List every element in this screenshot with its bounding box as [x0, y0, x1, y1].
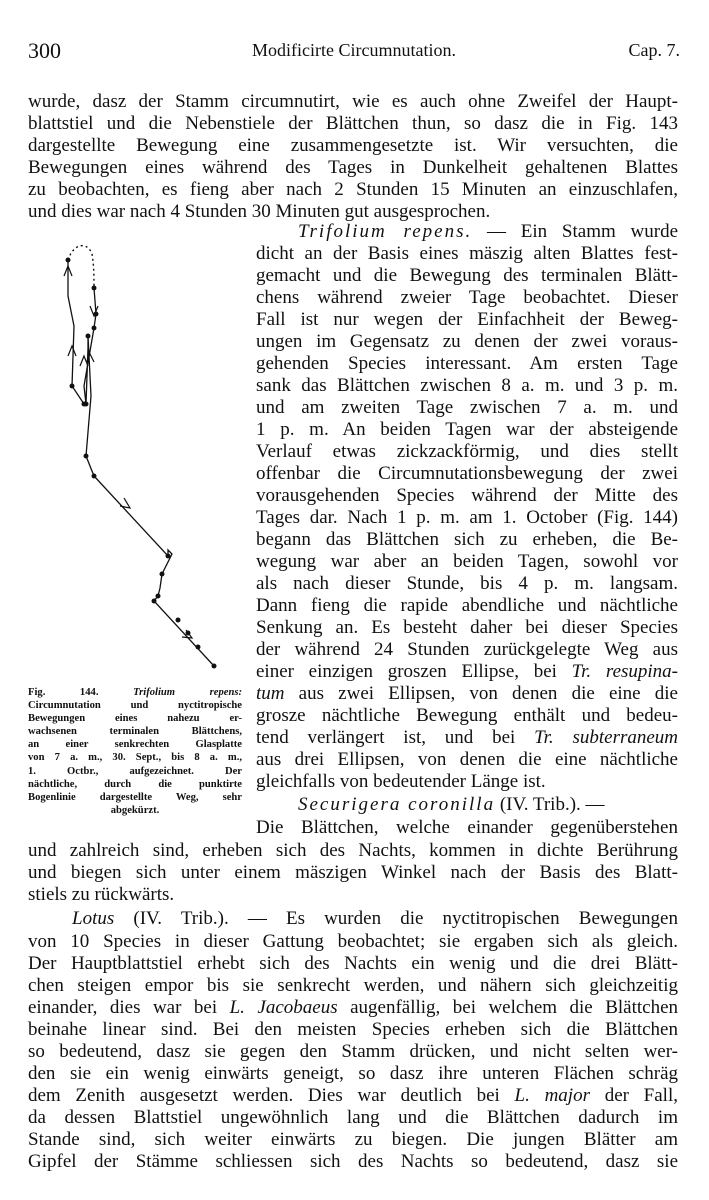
text-line: den sie ein wenig einwärts geneigt, so dasz ihre unteren Flächen schräg [28, 1063, 678, 1084]
trace-line [68, 260, 84, 404]
text-line: und am zweiten Tage zwischen 7 a. m. und [256, 397, 678, 418]
text-line: zu beobachten, es fieng aber nach 2 Stunden 15 Minuten an einzuschlafen, [28, 179, 678, 200]
caption-line: Circumnutation und nyctitropische [28, 700, 242, 712]
lotus-heading-line [72, 908, 678, 930]
text-line: stiels zu rückwärts. [28, 884, 175, 905]
species-name: Lotus [72, 908, 115, 929]
species-name: L. Jacobaeus [229, 997, 338, 1018]
caption-line: abgekürzt. [110, 804, 160, 816]
text-fragment: einander, dies war bei [28, 997, 230, 1018]
text-line: Verlauf etwas zickzackförmig, und dies stellt [256, 441, 678, 462]
caption-line: an einer senkrechten Glasplatte [28, 739, 242, 751]
species-name: Trifolium repens. [298, 221, 473, 242]
text-line: gemacht und die Bewegung des terminalen Blätt- [256, 265, 678, 286]
caption-line: Bogenlinie dargestellte Weg, sehr [28, 791, 242, 803]
text-line: und zahlreich sind, erheben sich des Nachts, kommen in dichte Berührung [28, 840, 678, 861]
circumnutation-trace [28, 236, 250, 686]
securigera-heading-line [298, 794, 678, 816]
text-line: als nach dieser Stunde, bis 4 p. m. langsam. [256, 573, 678, 594]
caption-line [28, 686, 242, 699]
observation-point [84, 454, 89, 459]
text-line: grosze nächtliche Bewegung enthält und bedeu- [256, 705, 678, 726]
text-line: ungen im Gegensatz zu denen der zwei voraus- [256, 331, 678, 352]
observation-point [166, 554, 171, 559]
chapter-label: Cap. 7. [628, 40, 680, 60]
text-line: Senkung an. Es besteht daher bei dieser Species [256, 617, 678, 638]
trace-line [84, 288, 214, 666]
text-line: vorausgehenden Species während der Mitte des [256, 485, 678, 506]
observation-point [196, 645, 201, 650]
observation-point [92, 286, 97, 291]
caption-line: Bewegungen eines nahezu er- [28, 713, 242, 725]
text-line: Gipfel der Stämme schliessen sich des Nachts so bedeutend, dasz sie [28, 1151, 678, 1172]
text-fragment: tend verlängert ist, und bei [256, 727, 535, 748]
text-fragment: augenfällig, bei welchem die Blättchen [337, 997, 679, 1018]
text-fragment: einer einzigen groszen Ellipse, bei [256, 661, 572, 682]
text-line: gehenden Species interessant. Am ersten Tage [256, 353, 678, 374]
text-line [256, 683, 678, 705]
species-name: Tr. resupina- [571, 661, 678, 682]
observation-point [70, 384, 75, 389]
text-line: Die Blättchen, welche einander gegenüberstehen [256, 817, 678, 838]
text-line [28, 1085, 678, 1107]
caption-line: von 7 a. m., 30. Sept., bis 8 a. m., [28, 752, 242, 764]
observation-point [92, 326, 97, 331]
text-fragment: der Fall, [589, 1085, 678, 1106]
text-fragment: — Ein Stamm wurde [472, 221, 678, 242]
text-line: so bedeutend, dasz sie gegen den Stamm drücken, und nicht selten wer- [28, 1041, 678, 1062]
text-line: gleichfalls von bedeutender Länge ist. [256, 771, 546, 792]
text-fragment: (IV. Trib.). — Es wurden die nyctitropischen Bewegungen [114, 908, 678, 929]
figure-caption [28, 686, 242, 817]
observation-point [152, 599, 157, 604]
caption-line: 1. Octbr., aufgezeichnet. Der [28, 765, 242, 777]
text-line: da dessen Blattstiel ungewöhnlich lang und die Blättchen dadurch im [28, 1107, 678, 1128]
text-line: und biegen sich unter einem mäszigen Winkel nach der Basis des Blatt- [28, 862, 678, 883]
text-line: sank das Blättchen zwischen 8 a. m. und 3 p. m. [256, 375, 678, 396]
text-line: 1 p. m. An beiden Tagen war der absteigende [256, 419, 678, 440]
observation-point [156, 594, 161, 599]
trifolium-heading-line [298, 221, 678, 243]
figure-label: Fig. 144. [28, 687, 99, 698]
text-fragment: (IV. Trib.). — [495, 794, 605, 815]
text-line: wurde, dasz der Stamm circumnutirt, wie es auch ohne Zweifel der Haupt- [28, 91, 678, 112]
text-line: von 10 Species in dieser Gattung beobachtet; sie ergaben sich als gleich. [28, 931, 678, 952]
running-title: Modificirte Circumnutation. [252, 40, 456, 60]
observation-point [82, 402, 87, 407]
text-fragment: dem Zenith ausgesetzt werden. Dies war deutlich bei [28, 1085, 515, 1106]
text-line: chens während zweier Tage beobachtet. Dieser [256, 287, 678, 308]
text-fragment: aus zwei Ellipsen, von denen die eine die [284, 683, 678, 704]
text-line [256, 661, 678, 683]
page-number: 300 [28, 38, 61, 63]
text-line: offenbar die Circumnutationsbewegung der zwei [256, 463, 678, 484]
text-line [256, 727, 678, 749]
species-name: L. major [514, 1085, 590, 1106]
text-line: blattstiel und die Nebenstiele der Blättchen thun, so dasz die in Fig. 143 [28, 113, 678, 134]
figure-144-diagram [28, 236, 250, 686]
observation-point [92, 474, 97, 479]
species-name: Trifolium repens: [133, 687, 242, 698]
text-line [28, 997, 678, 1019]
text-line: aus drei Ellipsen, von denen die eine nächtliche [256, 749, 678, 770]
caption-line: wachsenen terminalen Blättchens, [28, 726, 242, 738]
observation-point [86, 334, 91, 339]
text-line: Stande sind, sich weiter einwärts zu biegen. Die jungen Blätter am [28, 1129, 678, 1150]
observation-point [176, 618, 181, 623]
text-line: beinahe linear sind. Bei den meisten Species erheben sich die Blättchen [28, 1019, 678, 1040]
species-name: Securigera coronilla [298, 794, 496, 815]
observation-point [212, 664, 217, 669]
species-name: Tr. subterraneum [534, 727, 679, 748]
text-line: Tages dar. Nach 1 p. m. am 1. October (Fig. 144) [256, 507, 678, 528]
text-line: begann das Blättchen sich zu erheben, die Be- [256, 529, 678, 550]
text-line: Fall ist nur wegen der Einfachheit der Beweg- [256, 309, 678, 330]
text-line: Bewegungen eines während des Tages in Dunkelheit gehaltenen Blattes [28, 157, 678, 178]
observation-point [94, 312, 99, 317]
page-header [28, 38, 680, 68]
text-line: dargestellte Bewegung eine zusammengesetzte ist. Wir versuchten, die [28, 135, 678, 156]
text-line: chen steigen empor bis sie senkrecht werden, und nähern sich gleichzeitig [28, 975, 678, 996]
observation-point [186, 631, 191, 636]
dotted-arc [68, 246, 94, 288]
text-line: wegung war aber an beiden Tagen, sowohl vor [256, 551, 678, 572]
observation-point [160, 572, 165, 577]
arrow-down-icon [120, 498, 130, 508]
species-name: tum [256, 683, 285, 704]
text-line: Dann fieng die rapide abendliche und nächtliche [256, 595, 678, 616]
arrow-up-icon [68, 346, 76, 356]
caption-line: nächtliche, durch die punktirte [28, 778, 242, 790]
observation-point [66, 258, 71, 263]
text-line: und dies war nach 4 Stunden 30 Minuten gut ausgesprochen. [28, 201, 491, 222]
text-line: dicht an der Basis eines mäszig alten Blattes fest- [256, 243, 678, 264]
text-line: der während 24 Stunden zurückgelegte Weg aus [256, 639, 678, 660]
text-line: Der Hauptblattstiel erhebt sich des Nachts ein wenig und die drei Blätt- [28, 953, 678, 974]
